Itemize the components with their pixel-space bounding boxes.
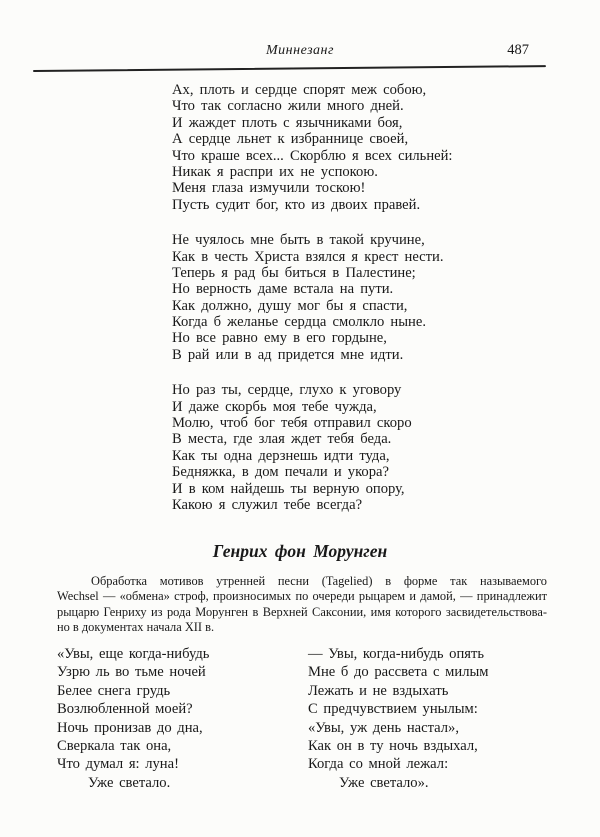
verse-line: Никак я распри их не успокою.	[172, 163, 378, 180]
tagelied-lady-column	[57, 645, 308, 792]
verse-line: В рай или в ад придется мне идти.	[172, 346, 404, 363]
verse-line: Какою я служил тебе всегда?	[172, 496, 363, 513]
verse-line: И даже скорбь моя тебе чужда,	[172, 398, 377, 415]
verse-line: И жаждет плоть с язычниками боя,	[172, 114, 403, 131]
verse-line: Меня глаза измучили тоскою!	[172, 180, 366, 197]
verse-line: Как ты одна дерзнешь идти туда,	[172, 447, 390, 464]
verse-line: Ах, плоть и сердце спорят меж собою,	[172, 82, 427, 98]
commentary-line: но в документах начала XII в.	[57, 619, 215, 634]
verse-line: Возлюбленной моей?	[57, 701, 193, 718]
verse-line: Как в честь Христа взялся я крест нести.	[172, 248, 444, 265]
verse-line: А сердце льнет к избраннице своей,	[172, 131, 409, 148]
verse-line: Ночь пронизав до дна,	[57, 719, 203, 736]
commentary-line: рыцарю Генриху из рода Морунген в Верхней Саксонии, имя которого засвидетельствова-	[57, 604, 547, 619]
verse-line: Когда б желанье сердца смолкло ныне.	[172, 314, 426, 331]
verse-line-refrain: Уже светало».	[339, 774, 429, 791]
verse-line: Когда со мной лежал:	[308, 756, 449, 773]
verse-line-refrain: Уже светало.	[88, 774, 171, 791]
verse-line: Не чуялось мне быть в такой кручине,	[172, 232, 425, 249]
verse-line: Теперь я рад бы биться в Палестине;	[172, 264, 416, 281]
stanza-1	[172, 82, 452, 213]
verse-line: Как он в ту ночь вздыхал,	[308, 737, 478, 754]
verse-line: Молю, чтоб бог тебя отправил скоро	[172, 415, 412, 432]
running-title: Миннезанг	[266, 43, 334, 58]
poem-flesh-and-heart	[172, 82, 452, 532]
stanza-2	[172, 232, 452, 363]
verse-line: Сверкала так она,	[57, 737, 172, 754]
verse-line: В места, где злая ждет тебя беда.	[172, 431, 392, 448]
header-rule	[33, 65, 546, 72]
verse-line: «Увы, еще когда-нибудь	[57, 646, 210, 662]
verse-line: Белее снега грудь	[57, 682, 171, 699]
verse-line: С предчувствием унылым:	[308, 701, 478, 718]
verse-line: Мне б до рассвета с милым	[308, 664, 489, 681]
author-heading: Генрих фон Морунген	[212, 541, 388, 561]
verse-line: Но раз ты, сердце, глухо к уговору	[172, 382, 402, 399]
poem-tagelied	[57, 645, 547, 792]
verse-line: И в ком найдешь ты верную опору,	[172, 480, 405, 497]
author-commentary	[57, 574, 547, 635]
verse-line: Что думал я: луна!	[57, 756, 179, 773]
verse-line: Что краше всех... Скорблю я всех сильней:	[172, 147, 453, 164]
commentary-line: Обработка мотивов утренней песни (Tagelied) в форме так называемого	[91, 574, 547, 588]
stanza-3	[172, 382, 452, 513]
verse-line: Узрю ль во тьме ночей	[57, 664, 206, 681]
commentary-line: Wechsel — «обмена» строф, произносимых по очереди рыцарем и дамой, — принадлежит	[57, 589, 547, 604]
verse-line: «Увы, уж день настал»,	[308, 719, 459, 736]
verse-line: Пусть судит бог, кто из двоих правей.	[172, 196, 421, 213]
verse-line: Но все равно ему в его гордыне,	[172, 330, 387, 347]
verse-line: Что так согласно жили много дней.	[172, 98, 404, 115]
page-number: 487	[507, 42, 529, 58]
verse-line: Бедняжка, в дом печали и укора?	[172, 464, 389, 481]
verse-line: Лежать и не вздыхать	[308, 682, 449, 699]
verse-line: — Увы, когда-нибудь опять	[308, 646, 485, 662]
tagelied-knight-column	[308, 645, 547, 792]
verse-line: Как должно, душу мог бы я спасти,	[172, 297, 408, 314]
verse-line: Но верность даме встала на пути.	[172, 281, 394, 298]
